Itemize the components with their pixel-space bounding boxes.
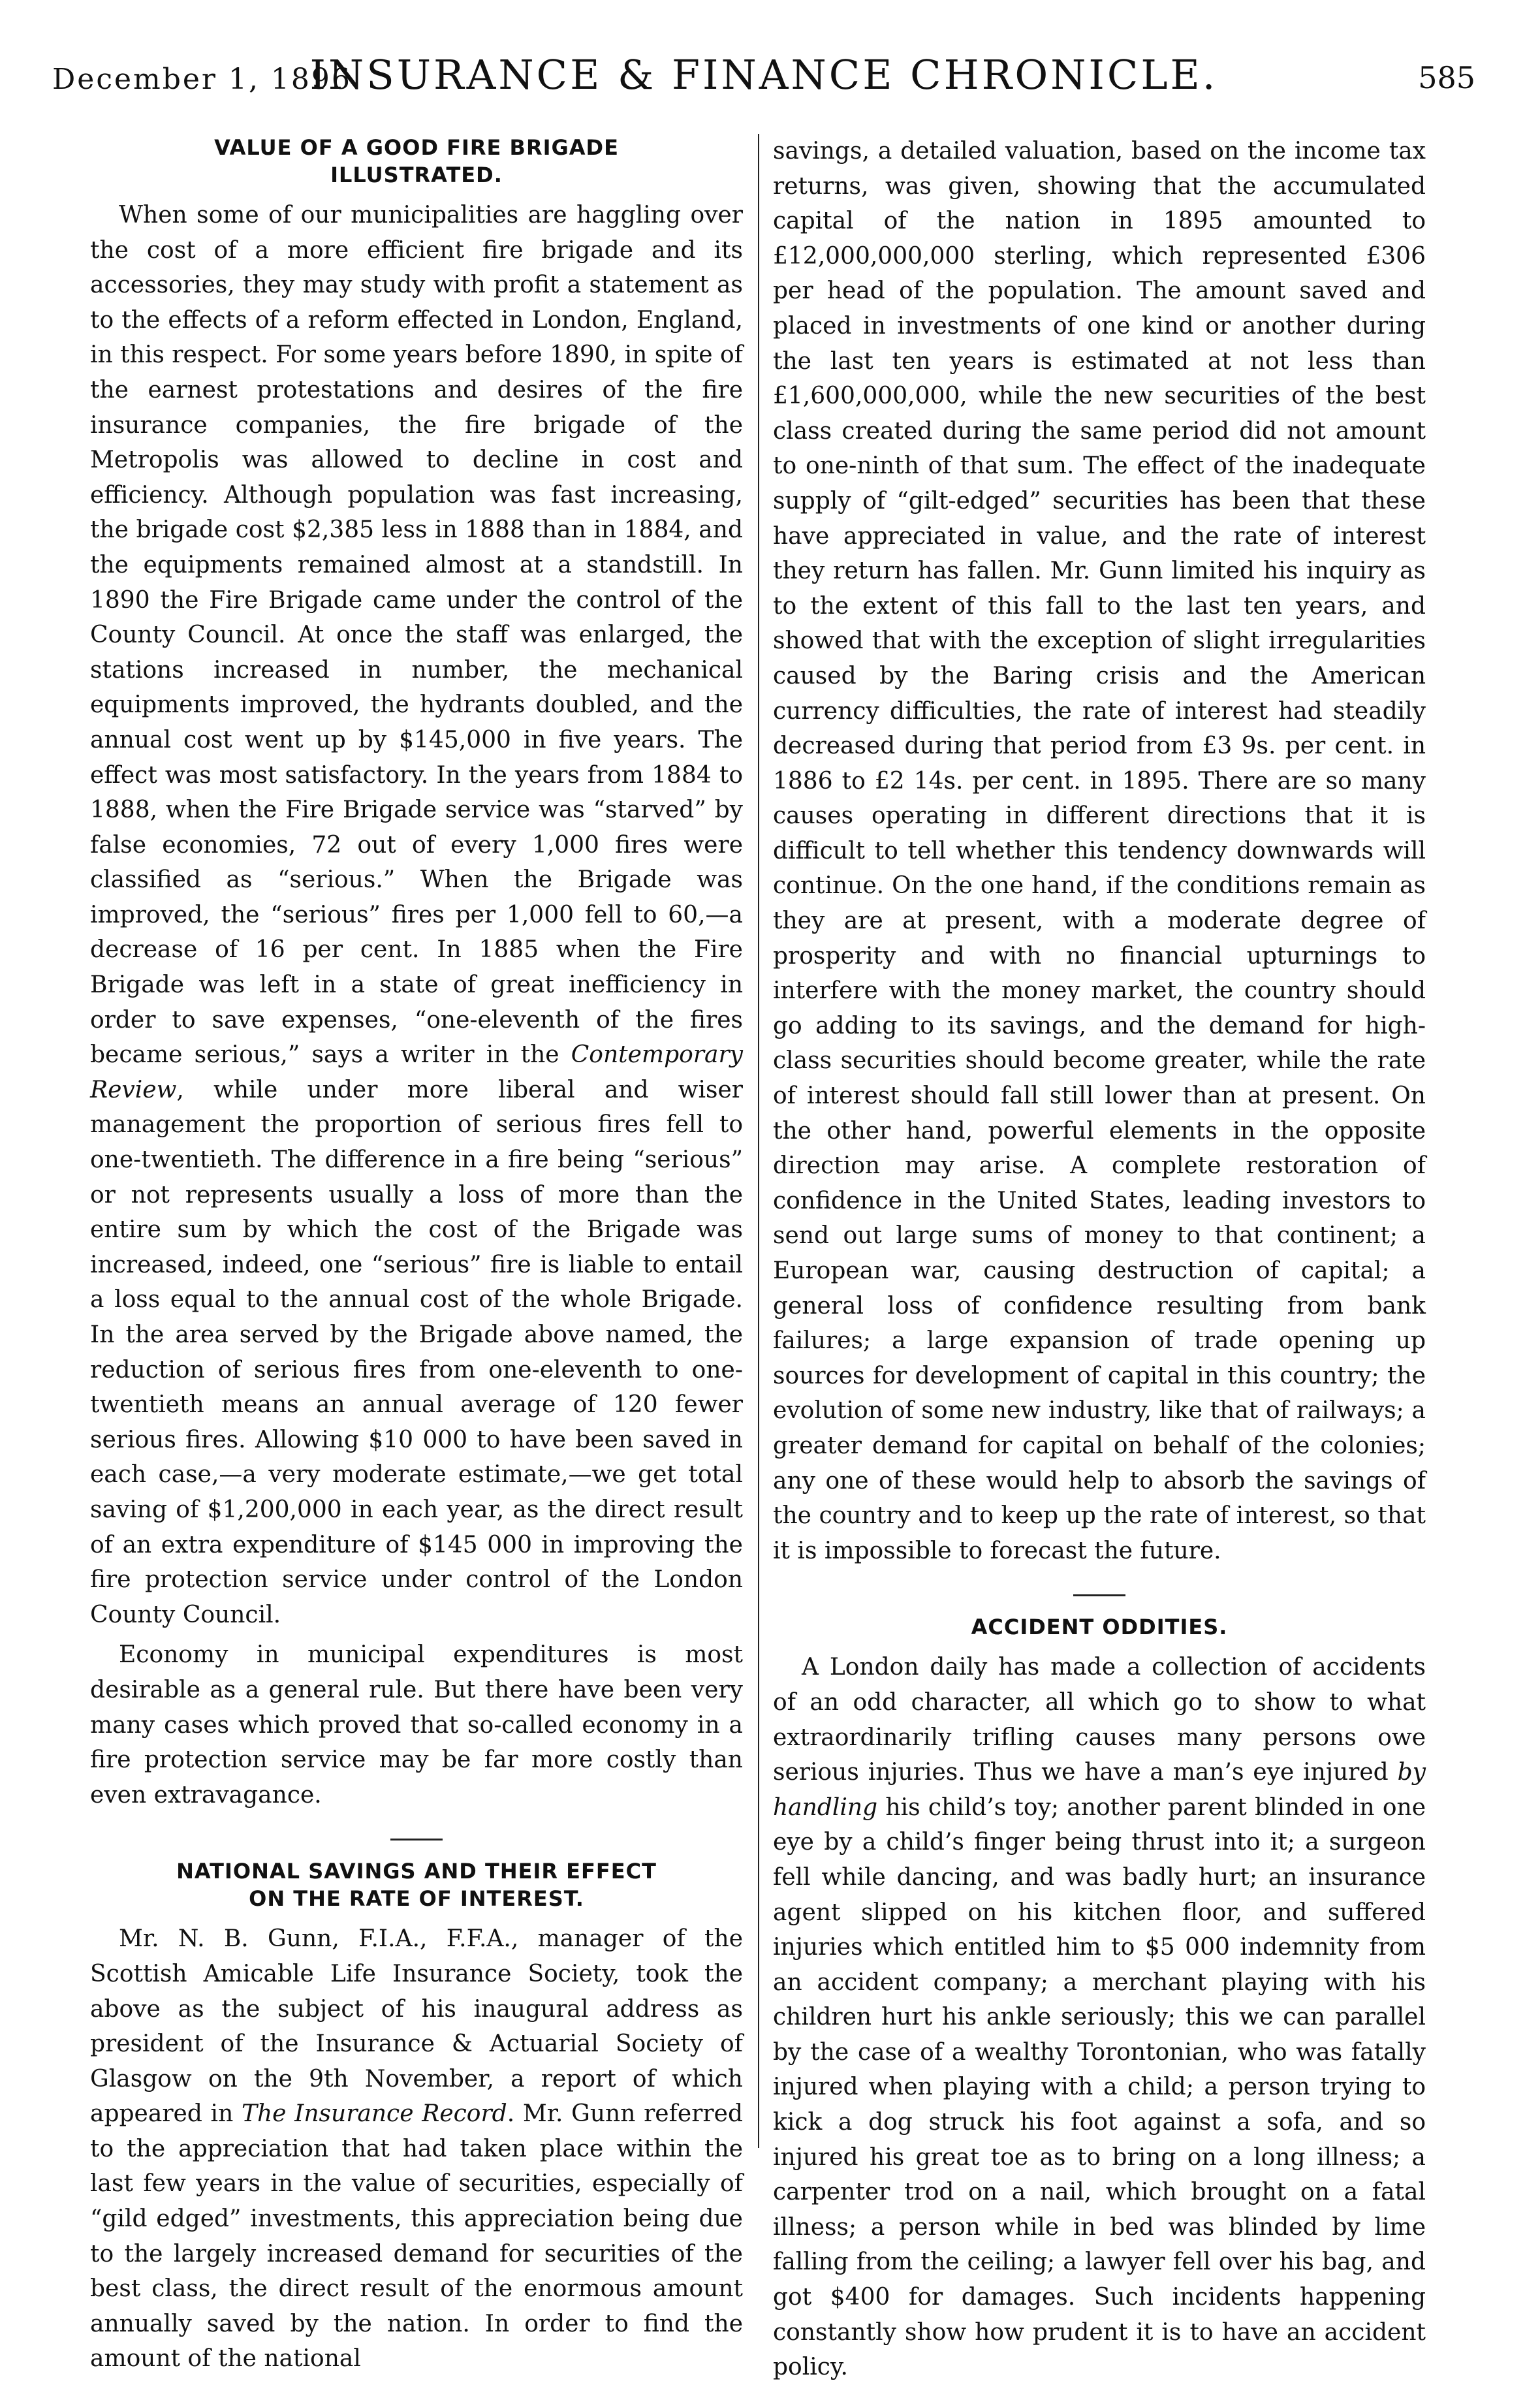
- column-rule: [758, 134, 759, 2148]
- section-divider: [1073, 1594, 1125, 1596]
- running-head: [52, 48, 1475, 107]
- article-paragraph: Economy in municipal expenditures is most desirable as a general rule. But there have been very many cases which proved that so-called economy in a fire protection service may be far more costly than even extravagance.: [90, 1641, 743, 1808]
- italic-phrase: by handling: [773, 1759, 1426, 1821]
- article-heading: VALUE OF A GOOD FIRE BRIGADE ILLUSTRATED.: [214, 135, 619, 187]
- cited-publication: The Insurance Record: [241, 2100, 507, 2128]
- article-national-savings: [90, 1857, 743, 2377]
- article-paragraph: When some of our municipalities are haggling over the cost of a more efficient fire brigade and its accessories, they may study with profit a statement as to the effects of a reform effected in London, England, in this respect. For some years before 1890, in spite of the earnest protestations and desires of the fire insurance companies, the fire brigade of the Metropolis was allowed to decline in cost and efficiency. Although population was fast increasing, the brigade cost $2,385 less in 1888 than in 1884, and the equipments remained almost at a standstill. In 1890 the Fire Brigade came under the control of the County Council. At once the staff was enlarged, the stations increased in number, the mechanical equipments improved, the hydrants doubled, and the annual cost went up by $145,000 in five years. The effect was most satisfactory. In the years from 1884 to 1888, when the Fire Brigade service was “starved” by false economies, 72 out of every 1,000 fires were classified as “serious.” When the Brigade was improved, the “serious” fires per 1,000 fell to 60,—a decrease of 16 per cent. In 1885 when the Fire Brigade was left in a state of great inefficiency in order to save expenses, “one-eleventh of the fires became serious,” says a writer in the Contemporary Review, while under more liberal and wiser management the proportion of serious fires fell to one-twentieth. The difference in a fire being “serious” or not represents usually a loss of more than the entire sum by which the cost of the Brigade was increased, indeed, one “serious” fire is liable to entail a loss equal to the annual cost of the whole Brigade. In the area served by the Brigade above named, the reduction of serious fires from one-eleventh to one-twentieth means an annual average of 120 fewer serious fires. Allowing $10 000 to have been saved in each case,—a very moderate estimate,—we get total saving of $1,200,000 in each year, as the direct result of an extra expenditure of $145 000 in improving the fire protection service under control of the London County Council.: [90, 202, 743, 1628]
- article-paragraph: Mr. N. B. Gunn, F.I.A., F.F.A., manager of the Scottish Amicable Life Insurance Society, took the above as the subject of his inaugural address as president of the Insurance & Actuarial Society of Glasgow on the 9th November, a report of which appeared in The Insurance Record. Mr. Gunn referred to the appreciation that had taken place within the last few years in the value of securities, especially of “gild edged” investments, this appreciation being due to the largely increased demand for securities of the best class, the direct result of the enormous amount annually saved by the nation. In order to find the amount of the national: [90, 1925, 743, 2373]
- article-fire-brigade: [90, 134, 743, 1812]
- article-paragraph: A London daily has made a collection of accidents of an odd character, all which go to show to what extraordinarily trifling causes many persons owe serious injuries. Thus we have a man’s eye injured by handling his child’s toy; another parent blinded in one eye by a child’s finger being thrust into it; a surgeon fell while dancing, and was badly hurt; an insurance agent slipped on his kitchen floor, and suffered injuries which entitled him to $5 000 indemnity from an accident company; a merchant playing with his children hurt his ankle seriously; this we can parallel by the case of a wealthy Torontonian, who was fatally injured when playing with a child; a person trying to kick a dog struck his foot against a sofa, and so injured his great toe as to bring on a long illness; a carpenter trod on a nail, which brought on a fatal illness; a person while in bed was blinded by lime falling from the ceiling; a lawyer fell over his bag, and got $400 for damages. Such incidents happening constantly show how prudent it is to have an accident policy.: [773, 1654, 1426, 2381]
- article-accident-oddities: [773, 1613, 1426, 2384]
- right-column: [773, 134, 1426, 2385]
- article-heading: ACCIDENT ODDITIES.: [971, 1615, 1228, 1640]
- article-heading: NATIONAL SAVINGS AND THEIR EFFECT ON THE RATE OF INTEREST.: [176, 1859, 657, 1912]
- page-number: 585: [1418, 60, 1475, 95]
- issue-date: December 1, 1896: [52, 63, 352, 96]
- cited-publication: Contemporary Review: [90, 1041, 743, 1103]
- publication-title: INSURANCE & FINANCE CHRONICLE.: [309, 51, 1218, 99]
- left-column: [90, 134, 743, 2377]
- article-paragraph-continued: savings, a detailed valuation, based on the income tax returns, was given, showing that the accumulated capital of the nation in 1895 amounted to £12,000,000,000 sterling, which represented £306 per head of the population. The amount saved and placed in investments of one kind or another during the last ten years is estimated at not less than £1,600,000,000, while the new securities of the best class created during the same period did not amount to one-ninth of that sum. The effect of the inadequate supply of “gilt-edged” securities has been that these have appreciated in value, and the rate of interest they return has fallen. Mr. Gunn limited his inquiry as to the extent of this fall to the last ten years, and showed that with the exception of slight irregularities caused by the Baring crisis and the American currency difficulties, the rate of interest had steadily decreased during that period from £3 9s. per cent. in 1886 to £2 14s. per cent. in 1895. There are so many causes operating in different directions that it is difficult to tell whether this tendency downwards will continue. On the one hand, if the conditions remain as they are at present, with a moderate degree of prosperity and with no financial upturnings to interfere with the money market, the country should go adding to its savings, and the demand for high-class securities should become greater, while the rate of interest should fall still lower than at present. On the other hand, powerful elements in the opposite direction may arise. A complete restoration of confidence in the United States, leading investors to send out large sums of money to that continent; a European war, causing destruction of capital; a general loss of confidence resulting from bank failures; a large expansion of trade opening up sources for development of capital in this country; the evolution of some new industry, like that of railways; a greater demand for capital on behalf of the colonies; any one of these would help to absorb the savings of the country and to keep up the rate of interest, so that it is impossible to forecast the future.: [773, 138, 1426, 1564]
- section-divider: [390, 1839, 443, 1840]
